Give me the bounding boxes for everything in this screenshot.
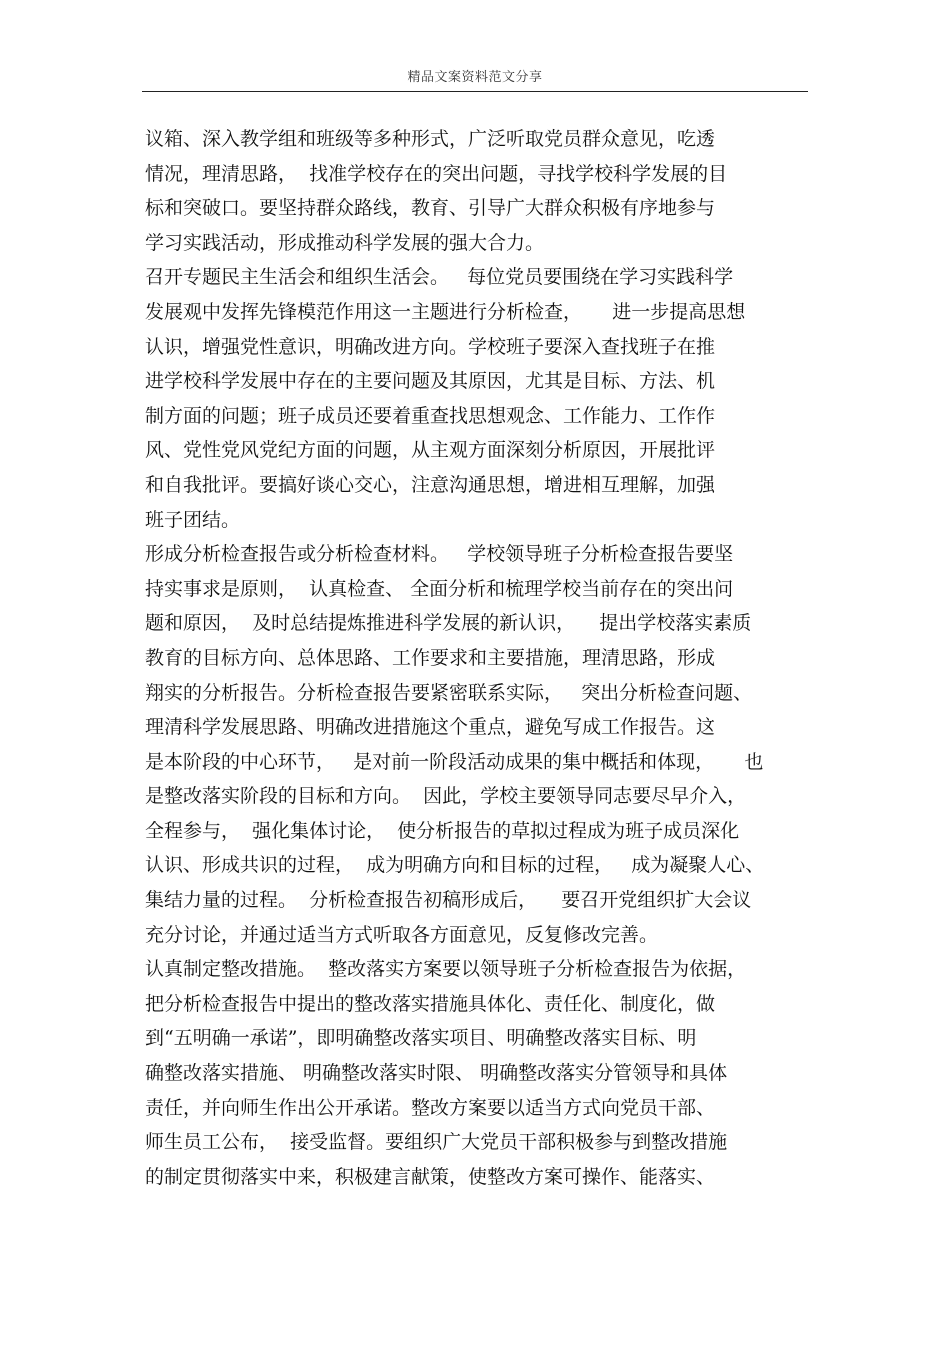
text-line: 题和原因， 及时总结提炼推进科学发展的新认识， 提出学校落实素质	[145, 612, 752, 635]
text-line: 召开专题民主生活会和组织生活会。 每位党员要围绕在学习实践科学	[145, 266, 734, 289]
text-line: 学习实践活动，形成推动科学发展的强大合力。	[145, 231, 545, 254]
text-line: 发展观中发挥先锋模范作用这一主题进行分析检查， 进一步提高思想	[145, 300, 746, 323]
text-line: 班子团结。	[145, 508, 241, 531]
text-line: 师生员工公布， 接受监督。要组织广大党员干部积极参与到整改措施	[145, 1131, 728, 1154]
text-line: 制方面的问题；班子成员还要着重查找思想观念、工作能力、工作作	[145, 404, 716, 427]
text-line: 责任，并向师生作出公开承诺。整改方案要以适当方式向党员干部、	[145, 1096, 716, 1119]
page-header-title: 精品文案资料范文分享	[407, 70, 543, 85]
text-line: 标和突破口。要坚持群众路线，教育、引导广大群众积极有序地参与	[145, 197, 716, 220]
text-line: 翔实的分析报告。分析检查报告要紧密联系实际， 突出分析检查问题、	[145, 681, 753, 704]
text-line: 把分析检查报告中提出的整改落实措施具体化、责任化、制度化，做	[145, 992, 716, 1015]
text-line: 全程参与， 强化集体讨论， 使分析报告的草拟过程成为班子成员深化	[145, 819, 740, 842]
header-divider	[142, 91, 808, 92]
text-line: 的制定贯彻落实中来，积极建言献策，使整改方案可操作、能落实、	[145, 1165, 716, 1188]
text-line: 认真制定整改措施。 整改落实方案要以领导班子分析检查报告为依据，	[145, 958, 747, 981]
document-body	[145, 122, 815, 1194]
text-line: 理清科学发展思路、明确改进措施这个重点，避免写成工作报告。这	[145, 716, 716, 739]
text-line: 是整改落实阶段的目标和方向。 因此，学校主要领导同志要尽早介入，	[145, 785, 747, 808]
text-line: 议箱、深入教学组和班级等多种形式，广泛听取党员群众意见，吃透	[145, 128, 716, 150]
text-line: 和自我批评。要搞好谈心交心，注意沟通思想，增进相互理解，加强	[145, 473, 716, 496]
text-line: 教育的目标方向、总体思路、工作要求和主要措施，理清思路，形成	[145, 646, 716, 669]
text-line: 进学校科学发展中存在的主要问题及其原因，尤其是目标、方法、机	[145, 370, 716, 393]
text-line: 充分讨论，并通过适当方式听取各方面意见，反复修改完善。	[145, 923, 659, 946]
text-line: 确整改落实措施、 明确整改落实时限、 明确整改落实分管领导和具体	[145, 1062, 728, 1085]
text-line: 风、党性党风党纪方面的问题，从主观方面深刻分析原因，开展批评	[145, 439, 716, 462]
text-line: 是本阶段的中心环节， 是对前一阶段活动成果的集中概括和体现， 也	[145, 750, 764, 773]
text-line: 情况，理清思路， 找准学校存在的突出问题，寻找学校科学发展的目	[145, 162, 728, 185]
text-line: 认识，增强党性意识，明确改进方向。学校班子要深入查找班子在推	[145, 335, 716, 358]
text-line: 认识、形成共识的过程， 成为明确方向和目标的过程， 成为凝聚人心、	[145, 854, 765, 877]
text-line: 形成分析检查报告或分析检查材料。 学校领导班子分析检查报告要坚	[145, 543, 734, 566]
text-line: 到“五明确一承诺”，即明确整改落实项目、明确整改落实目标、明	[145, 1027, 697, 1050]
text-line: 持实事求是原则， 认真检查、 全面分析和梳理学校当前存在的突出问	[145, 577, 734, 600]
text-line: 集结力量的过程。 分析检查报告初稿形成后， 要召开党组织扩大会议	[145, 889, 752, 912]
